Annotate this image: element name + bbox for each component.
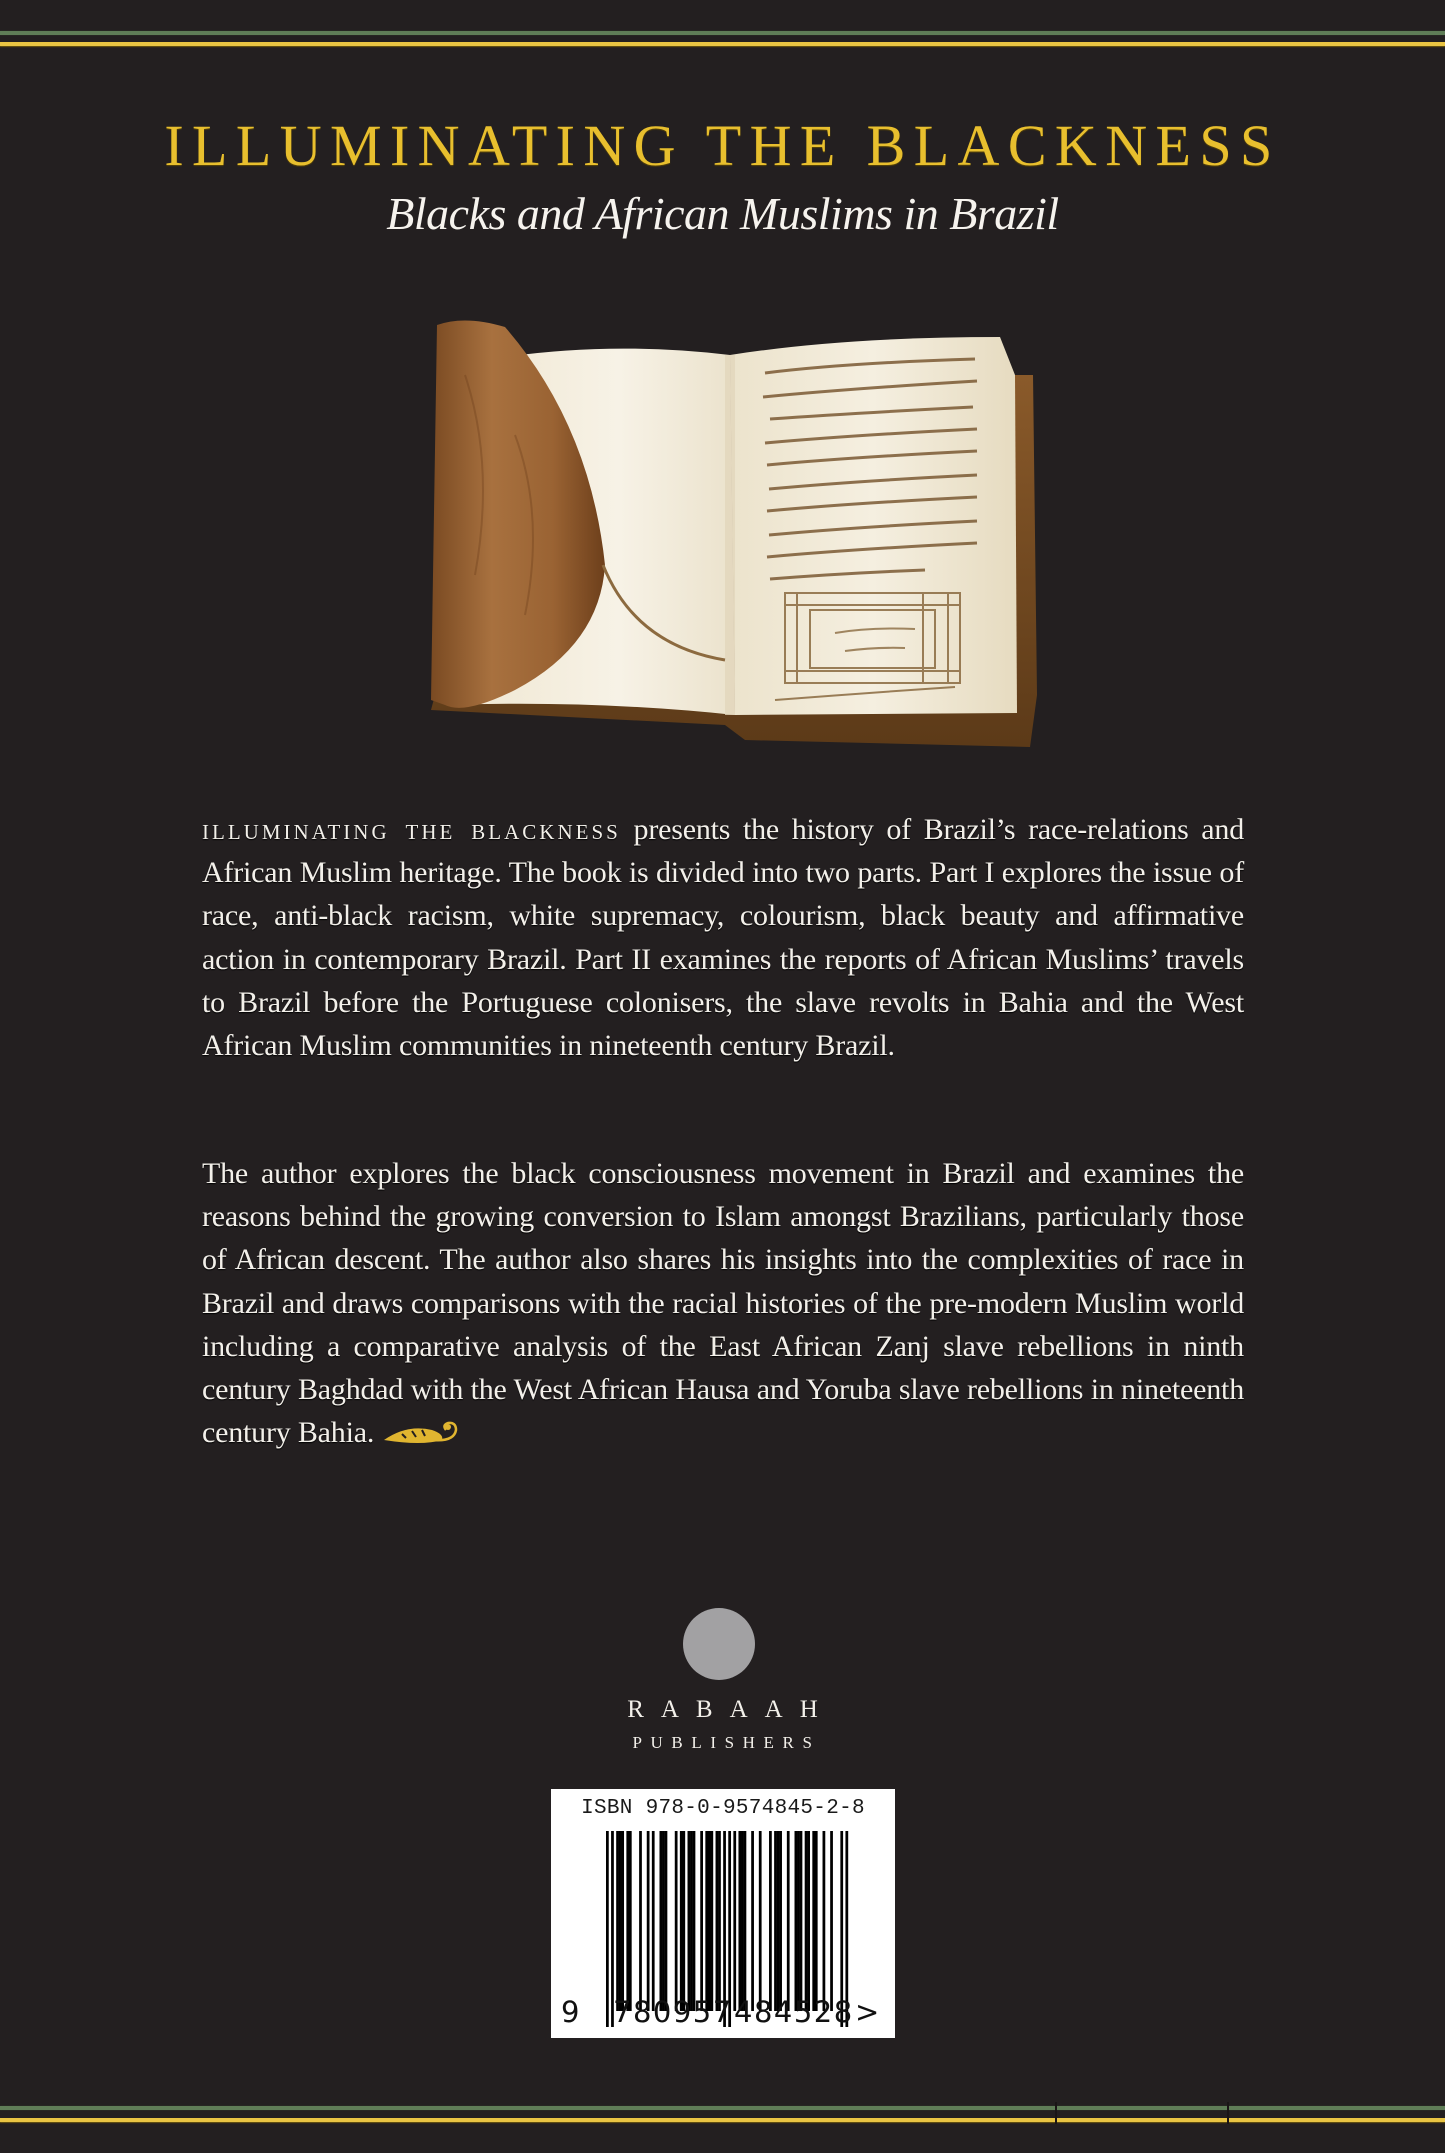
crop-mark	[1055, 2102, 1057, 2124]
blurb-paragraph-2	[202, 1152, 1244, 1454]
blurb-p1-text: presents the history of Brazil’s race-relations and African Muslim heritage. The book is divided into two parts. Part I explores the issue of race, anti-black racism, white supremacy, colourism, black beauty and affirmative action in contemporary Brazil. Part II examines the reports of African Muslims’ travels to Brazil before the Portuguese colonisers, the slave revolts in Bahia and the West African Muslim communities in nineteenth century Brazil.	[202, 813, 1244, 1063]
barcode-quiet-marker: >	[855, 1995, 880, 2029]
grey-circle-icon	[683, 1608, 755, 1680]
publisher-name: RABAAH	[627, 1696, 835, 1723]
book-subtitle: Blacks and African Muslims in Brazil	[386, 188, 1059, 239]
isbn-label: ISBN 978-0-9574845-2-8	[581, 1797, 865, 1820]
blurb-paragraph-1	[202, 808, 1244, 1067]
barcode-first-digit: 9	[561, 1995, 580, 2029]
publisher-subtitle: PUBLISHERS	[632, 1733, 821, 1752]
crop-mark	[1227, 2102, 1229, 2124]
manuscript-image	[425, 315, 1045, 765]
barcode-right-group: 484528	[734, 1995, 854, 2029]
barcode-left-group: 780957	[613, 1995, 733, 2029]
isbn-barcode	[551, 1789, 895, 2038]
blurb-lead-title: illuminating the blackness	[202, 813, 621, 846]
top-gold-rule	[0, 42, 1445, 46]
book-title: ILLUMINATING THE BLACKNESS	[164, 113, 1281, 178]
gold-flourish-icon	[382, 1420, 460, 1446]
top-green-rule	[0, 31, 1445, 35]
blurb-p2-text: The author explores the black consciousness movement in Brazil and examines the reasons behind the growing conversion to Islam amongst Brazilians, particularly those of African descent. The author also shares his insights into the complexities of race in Brazil and draws comparisons with the racial histories of the pre-modern Muslim world including a comparative analysis of the East African Zanj slave rebellions in ninth century Baghdad with the West African Hausa and Yoruba slave rebellions in nineteenth century Bahia.	[202, 1157, 1244, 1450]
